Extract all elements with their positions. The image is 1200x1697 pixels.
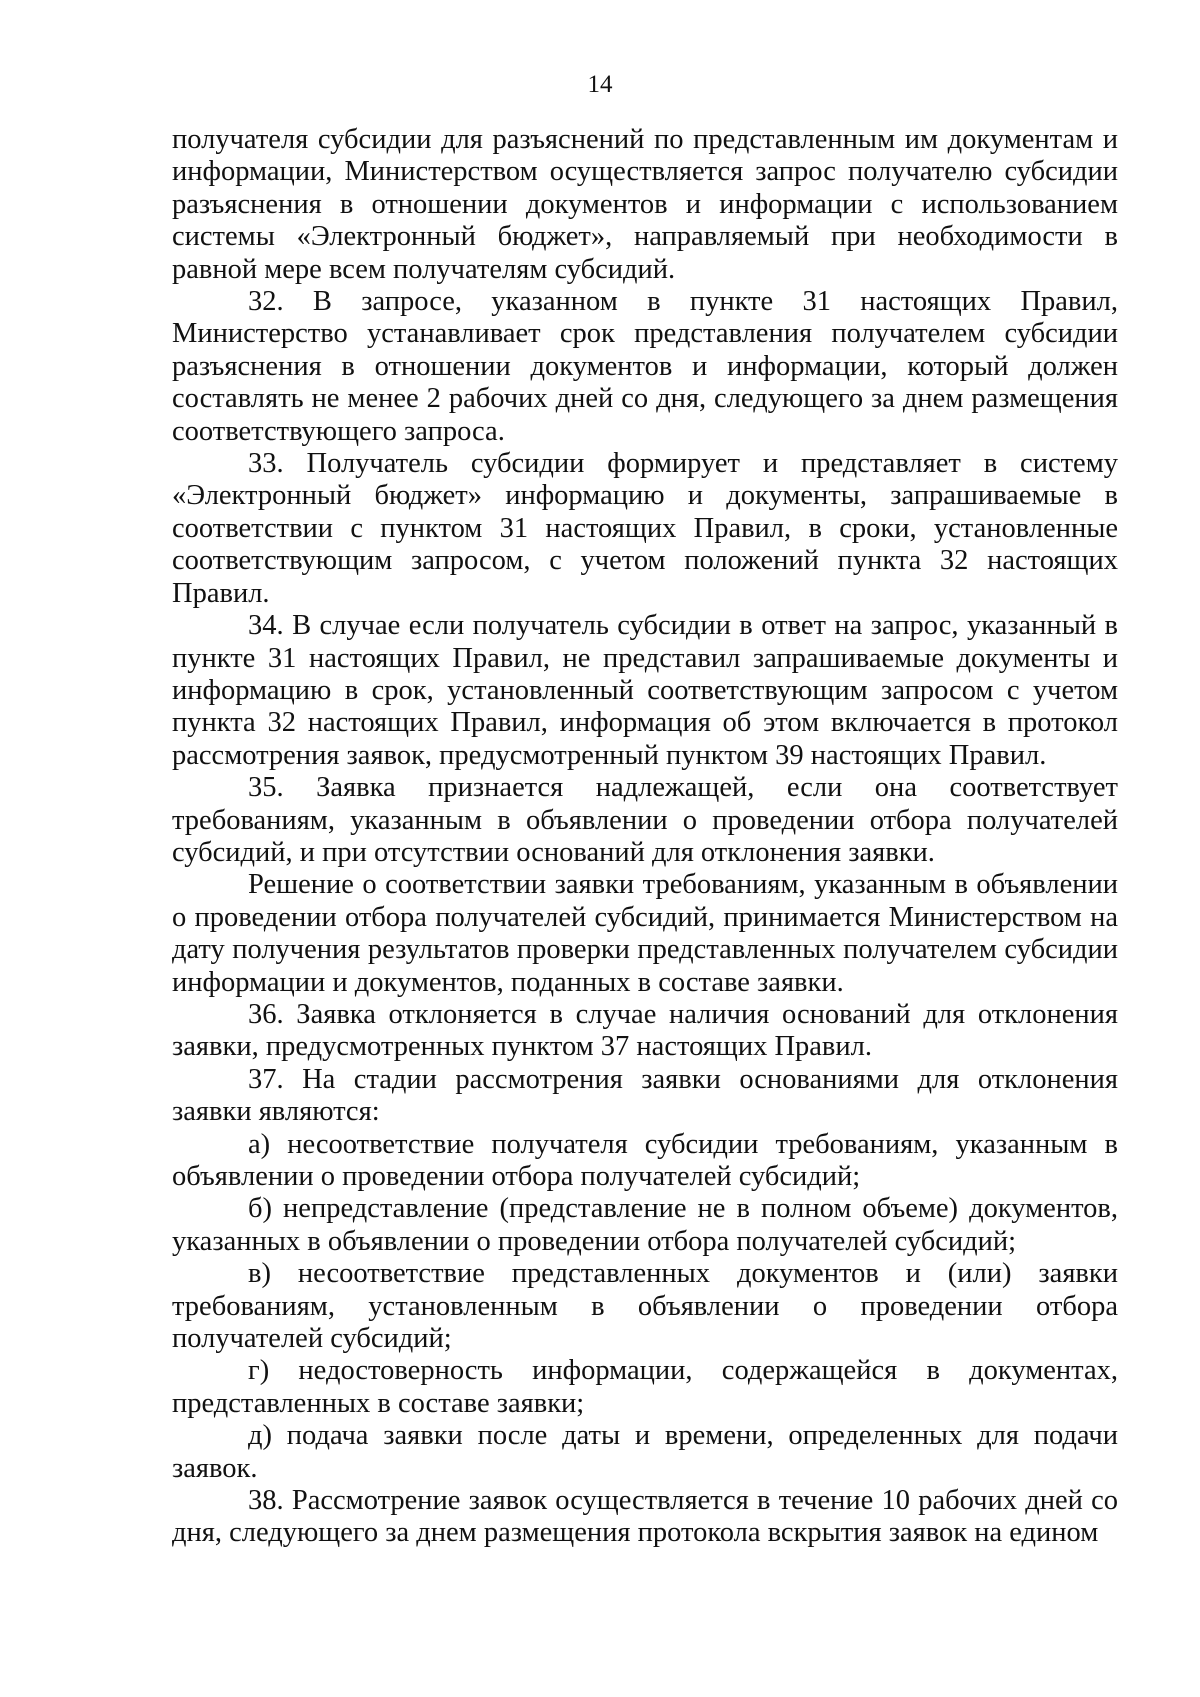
paragraph-38: 38. Рассмотрение заявок осуществляется в течение 10 рабочих дней со дня, следующего за днем размещения протокола вскрытия заявок на едином — [172, 1485, 1118, 1549]
paragraph-34: 34. В случае если получатель субсидии в ответ на запрос, указанный в пункте 31 настоящих Правил, не представил запрашиваемые документы и информацию в срок, установленный соответствующим запросом с учетом пункта 32 настоящих Правил, информация об этом включается в протокол рассмотрения заявок, предусмотренный пунктом 39 настоящих Правил. — [172, 610, 1118, 771]
document-body — [172, 124, 1118, 1550]
paragraph-32: 32. В запросе, указанном в пункте 31 настоящих Правил, Министерство устанавливает срок представления получателем субсидии разъяснения в отношении документов и информации, который должен составлять не менее 2 рабочих дней со дня, следующего за днем размещения соответствующего запроса. — [172, 286, 1118, 447]
paragraph-35: 35. Заявка признается надлежащей, если она соответствует требованиям, указанным в объявлении о проведении отбора получателей субсидий, и при отсутствии оснований для отклонения заявки. — [172, 772, 1118, 868]
list-item-d: д) подача заявки после даты и времени, определенных для подачи заявок. — [172, 1420, 1118, 1484]
page-number: 14 — [587, 71, 613, 98]
paragraph-33: 33. Получатель субсидии формирует и представляет в систему «Электронный бюджет» информацию и документы, запрашиваемые в соответствии с пунктом 31 настоящих Правил, в сроки, установленные соответствующим запросом, с учетом положений пункта 32 настоящих Правил. — [172, 448, 1118, 609]
paragraph-36: 36. Заявка отклоняется в случае наличия оснований для отклонения заявки, предусмотренных пунктом 37 настоящих Правил. — [172, 998, 1118, 1063]
list-item-v: в) несоответствие представленных документов и (или) заявки требованиям, установленным в объявлении о проведении отбора получателей субсидий; — [172, 1258, 1118, 1355]
paragraph-continuation: получателя субсидии для разъяснений по представленным им документам и информации, Министерством осуществляется запрос получателю субсидии разъяснения в отношении документов и информации с использованием системы «Электронный бюджет», направляемый при необходимости в равной мере всем получателям субсидий. — [172, 124, 1118, 285]
paragraph-35-decision: Решение о соответствии заявки требованиям, указанным в объявлении о проведении отбора получателей субсидий, принимается Министерством на дату получения результатов проверки представленных получателем субсидии информации и документов, поданных в составе заявки. — [172, 869, 1118, 998]
list-item-a: а) несоответствие получателя субсидии требованиям, указанным в объявлении о проведении отбора получателей субсидий; — [172, 1128, 1118, 1192]
paragraph-37: 37. На стадии рассмотрения заявки основаниями для отклонения заявки являются: — [172, 1063, 1118, 1128]
list-item-g: г) недостоверность информации, содержащейся в документах, представленных в составе заявки; — [172, 1355, 1118, 1419]
list-item-b: б) непредставление (представление не в полном объеме) документов, указанных в объявлении о проведении отбора получателей субсидий; — [172, 1193, 1118, 1257]
